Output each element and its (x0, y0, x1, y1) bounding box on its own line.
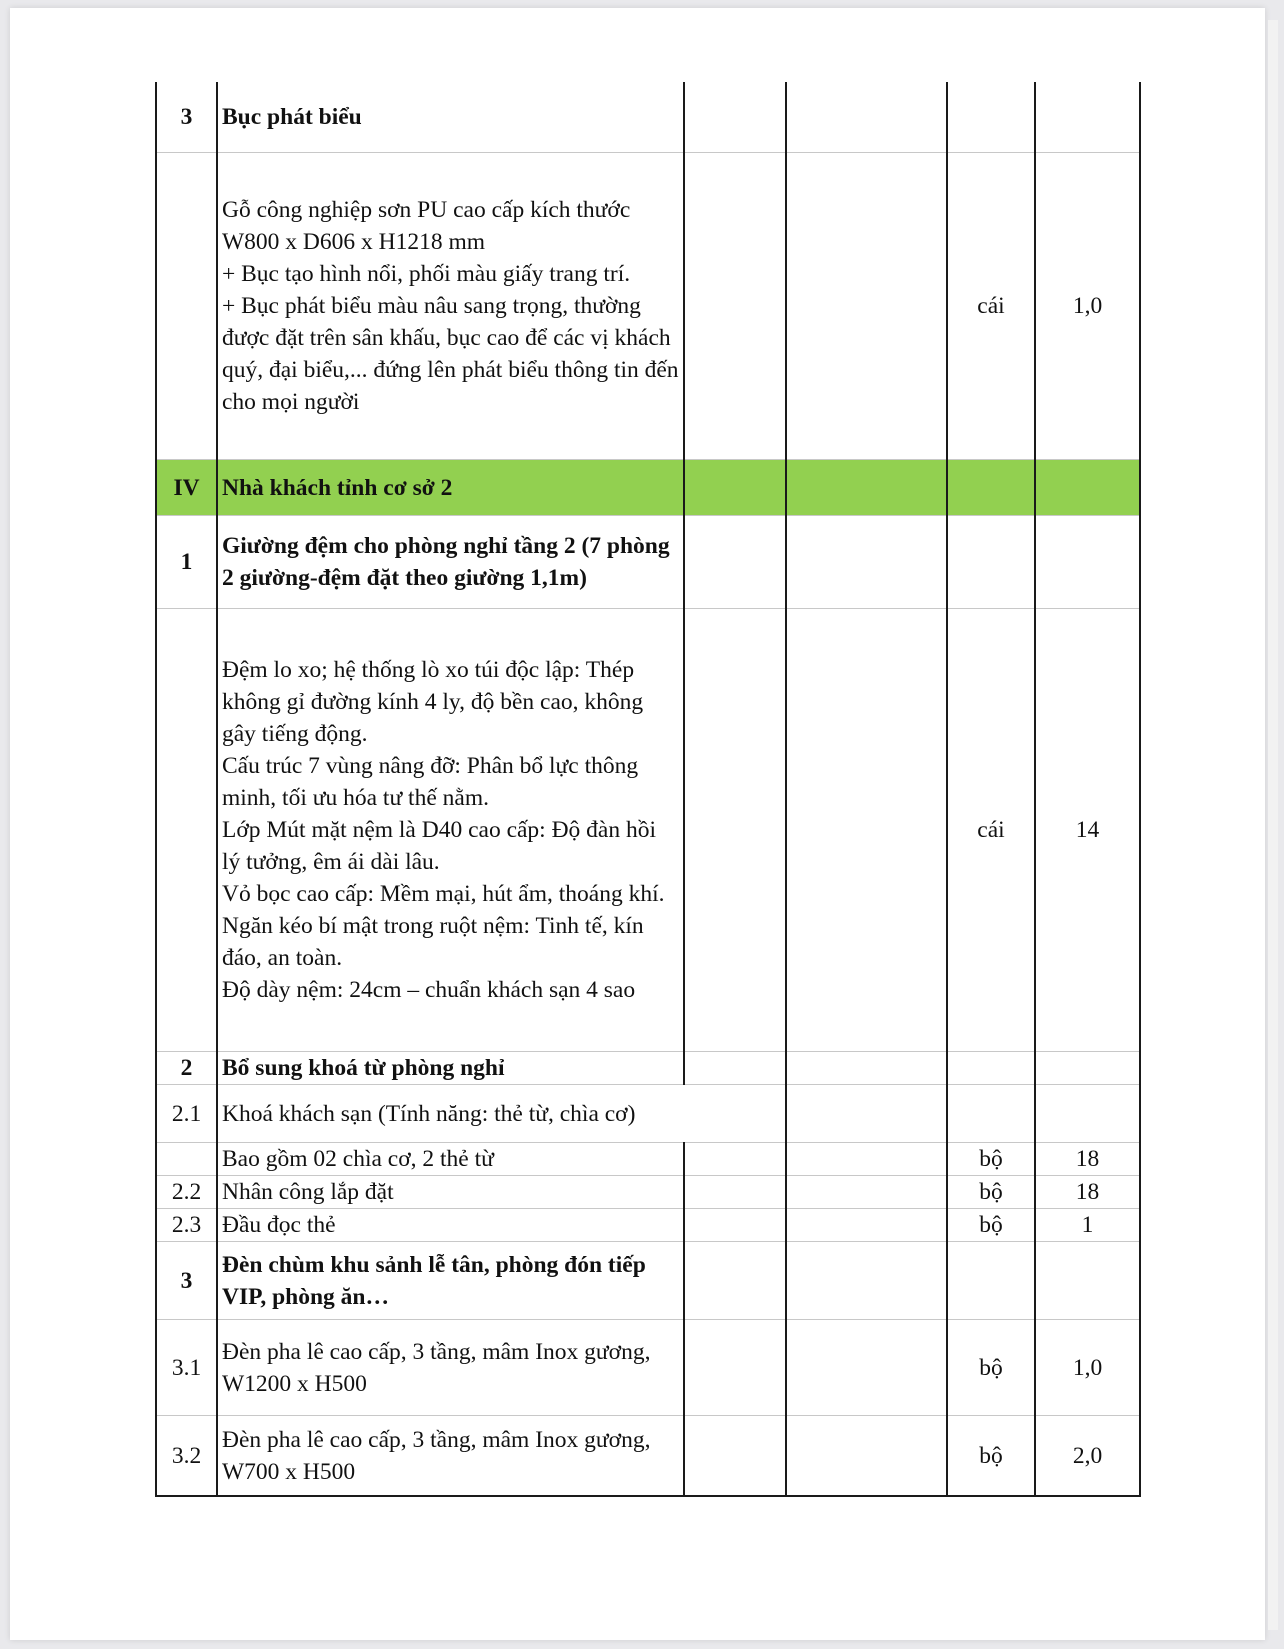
row-number: 1 (156, 516, 217, 609)
scrollbar[interactable] (1268, 20, 1278, 1630)
unit-cell (947, 516, 1035, 609)
unit-cell: bộ (947, 1320, 1035, 1416)
item-title: Bổ sung khoá từ phòng nghỉ (217, 1052, 684, 1085)
empty-cell (786, 516, 947, 609)
section-title: Nhà khách tỉnh cơ sở 2 (217, 460, 684, 516)
quantity-cell: 18 (1035, 1143, 1140, 1176)
item-description: Khoá khách sạn (Tính năng: thẻ từ, chìa cơ) (217, 1085, 786, 1143)
table-row (156, 1416, 1140, 1497)
empty-cell (786, 1052, 947, 1085)
table-row (156, 1320, 1140, 1416)
empty-cell (684, 1416, 786, 1497)
empty-cell (684, 609, 786, 1052)
empty-cell (786, 1085, 947, 1143)
item-description: Nhân công lắp đặt (217, 1176, 684, 1209)
empty-cell (786, 153, 947, 460)
unit-cell (947, 82, 1035, 153)
empty-cell (786, 1209, 947, 1242)
unit-cell: bộ (947, 1143, 1035, 1176)
row-number (156, 609, 217, 1052)
table-row (156, 1242, 1140, 1320)
unit-cell (947, 1052, 1035, 1085)
table-row (156, 153, 1140, 460)
unit-cell: bộ (947, 1176, 1035, 1209)
empty-cell (684, 1143, 786, 1176)
row-number (156, 1143, 217, 1176)
empty-cell (786, 1176, 947, 1209)
row-number: 2.2 (156, 1176, 217, 1209)
empty-cell (684, 1320, 786, 1416)
unit-cell (947, 460, 1035, 516)
empty-cell (684, 516, 786, 609)
table-row (156, 1143, 1140, 1176)
empty-cell (786, 1320, 947, 1416)
row-number: 3.1 (156, 1320, 217, 1416)
unit-cell: cái (947, 609, 1035, 1052)
quantity-cell (1035, 460, 1140, 516)
unit-cell: cái (947, 153, 1035, 460)
quantity-cell (1035, 1085, 1140, 1143)
empty-cell (786, 1143, 947, 1176)
table-row (156, 82, 1140, 153)
quantity-cell: 14 (1035, 609, 1140, 1052)
empty-cell (684, 82, 786, 153)
document-page (10, 8, 1265, 1640)
quantity-cell (1035, 1052, 1140, 1085)
quantity-cell: 18 (1035, 1176, 1140, 1209)
table-row (156, 516, 1140, 609)
quantity-cell: 2,0 (1035, 1416, 1140, 1497)
empty-cell (684, 1176, 786, 1209)
row-number: 3.2 (156, 1416, 217, 1497)
unit-cell: bộ (947, 1416, 1035, 1497)
table-row (156, 1209, 1140, 1242)
quantity-cell (1035, 82, 1140, 153)
table-row (156, 1085, 1140, 1143)
row-number: 3 (156, 1242, 217, 1320)
quantity-cell (1035, 1242, 1140, 1320)
empty-cell (786, 460, 947, 516)
empty-cell (786, 1416, 947, 1497)
row-number: 3 (156, 82, 217, 153)
empty-cell (786, 609, 947, 1052)
item-description: Bao gồm 02 chìa cơ, 2 thẻ từ (217, 1143, 684, 1176)
unit-cell (947, 1085, 1035, 1143)
empty-cell (786, 82, 947, 153)
row-number: 2 (156, 1052, 217, 1085)
empty-cell (684, 460, 786, 516)
bill-of-quantities-table (155, 82, 1141, 1497)
empty-cell (684, 1209, 786, 1242)
empty-cell (684, 1052, 786, 1085)
table-row (156, 1052, 1140, 1085)
item-description: Đèn pha lê cao cấp, 3 tầng, mâm Inox gương, W700 x H500 (217, 1416, 684, 1497)
table-row (156, 609, 1140, 1052)
quantity-cell (1035, 516, 1140, 609)
empty-cell (684, 153, 786, 460)
quantity-cell: 1,0 (1035, 1320, 1140, 1416)
item-title: Đèn chùm khu sảnh lễ tân, phòng đón tiếp VIP, phòng ăn… (217, 1242, 684, 1320)
unit-cell (947, 1242, 1035, 1320)
unit-cell: bộ (947, 1209, 1035, 1242)
item-description: Gỗ công nghiệp sơn PU cao cấp kích thước W800 x D606 x H1218 mm + Bục tạo hình nổi, phối màu giấy trang trí. + Bục phát biểu màu nâu sang trọng, thường được đặt trên sân khấu, bục cao để các vị khách quý, đại biểu,... đứng lên phát biểu thông tin đến cho mọi người (217, 153, 684, 460)
quantity-cell: 1 (1035, 1209, 1140, 1242)
section-number: IV (156, 460, 217, 516)
quantity-cell: 1,0 (1035, 153, 1140, 460)
table-row (156, 1176, 1140, 1209)
row-number (156, 153, 217, 460)
empty-cell (786, 1242, 947, 1320)
item-description: Đèn pha lê cao cấp, 3 tầng, mâm Inox gương, W1200 x H500 (217, 1320, 684, 1416)
item-description: Đầu đọc thẻ (217, 1209, 684, 1242)
row-number: 2.1 (156, 1085, 217, 1143)
item-title: Bục phát biểu (217, 82, 684, 153)
empty-cell (684, 1242, 786, 1320)
item-description: Đệm lo xo; hệ thống lò xo túi độc lập: Thép không gỉ đường kính 4 ly, độ bền cao, không gây tiếng động. Cấu trúc 7 vùng nâng đỡ: Phân bổ lực thông minh, tối ưu hóa tư thế nằm. Lớp Mút mặt nệm là D40 cao cấp: Độ đàn hồi lý tưởng, êm ái dài lâu. Vỏ bọc cao cấp: Mềm mại, hút ẩm, thoáng khí. Ngăn kéo bí mật trong ruột nệm: Tinh tế, kín đáo, an toàn. Độ dày nệm: 24cm – chuẩn khách sạn 4 sao (217, 609, 684, 1052)
section-row (156, 460, 1140, 516)
item-title: Giường đệm cho phòng nghỉ tầng 2 (7 phòng 2 giường-đệm đặt theo giường 1,1m) (217, 516, 684, 609)
row-number: 2.3 (156, 1209, 217, 1242)
